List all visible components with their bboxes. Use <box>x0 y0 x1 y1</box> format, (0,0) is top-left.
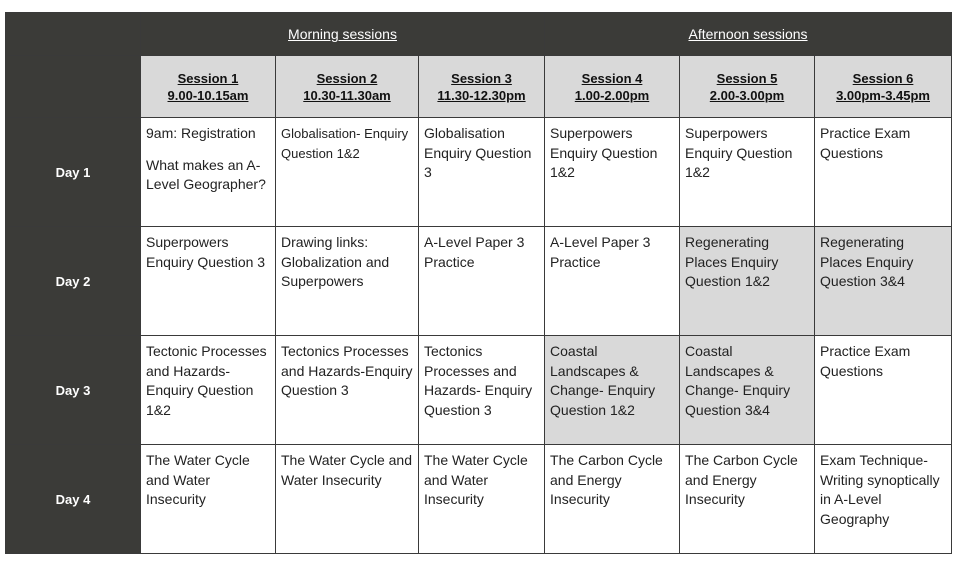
session-topic: Regenerating Places Enquiry Question 3&4 <box>820 234 914 289</box>
session-topic: Globalisation- Enquiry Question 1&2 <box>281 126 409 161</box>
session-cell <box>815 445 952 554</box>
session-topic: Coastal Landscapes & Change- Enquiry Question 1&2 <box>550 343 656 418</box>
session-cell <box>545 336 680 445</box>
day-row <box>6 336 952 445</box>
session-topic: Superpowers Enquiry Question 3 <box>146 234 266 270</box>
session-header-5 <box>680 56 815 118</box>
session-time: 11.30-12.30pm <box>437 87 526 103</box>
session-time: 1.00-2.00pm <box>574 87 650 103</box>
session-header-4 <box>545 56 680 118</box>
session-cell <box>815 336 952 445</box>
session-header-row <box>6 56 952 118</box>
session-name: Session 6 <box>852 70 914 86</box>
session-topic: Practice Exam Questions <box>820 125 911 161</box>
session-time: 10.30-11.30am <box>303 87 391 103</box>
session-cell <box>141 227 276 336</box>
session-cell <box>141 336 276 445</box>
session-topic: Drawing links: Globalization and Superpowers <box>281 234 390 289</box>
session-header-1 <box>141 56 276 118</box>
session-cell <box>276 227 419 336</box>
session-topic: A-Level Paper 3 Practice <box>550 234 651 270</box>
day-row <box>6 445 952 554</box>
session-topic: Exam Technique- Writing synoptically in A-Level Geography <box>820 452 940 527</box>
session-topic: What makes an A-Level Geographer? <box>146 156 266 192</box>
session-cell <box>815 227 952 336</box>
session-header-2 <box>276 56 419 118</box>
timetable <box>5 12 952 554</box>
day-label: Day 4 <box>6 445 141 554</box>
afternoon-sessions-header: Afternoon sessions <box>545 13 952 56</box>
session-name: Session 2 <box>316 70 378 86</box>
day-row <box>6 227 952 336</box>
session-cell <box>141 445 276 554</box>
session-cell <box>419 445 545 554</box>
session-name: Session 5 <box>716 70 778 86</box>
session-cell <box>419 118 545 227</box>
morning-sessions-header: Morning sessions <box>141 13 545 56</box>
session-name: Session 4 <box>581 70 643 86</box>
day-label: Day 3 <box>6 336 141 445</box>
session-cell <box>419 227 545 336</box>
session-header-6 <box>815 56 952 118</box>
session-topic: The Water Cycle and Water Insecurity <box>146 452 250 507</box>
session-cell <box>545 227 680 336</box>
session-topic: Coastal Landscapes & Change- Enquiry Question 3&4 <box>685 343 791 418</box>
session-name: Session 3 <box>451 70 512 86</box>
session-topic: 9am: Registration <box>146 125 256 141</box>
session-topic: Practice Exam Questions <box>820 343 911 379</box>
session-topic: Globalisation Enquiry Question 3 <box>424 125 532 180</box>
session-cell <box>680 118 815 227</box>
corner-cell <box>6 56 141 118</box>
session-topic: Tectonic Processes and Hazards-Enquiry Question 1&2 <box>146 343 267 418</box>
corner-cell <box>6 13 141 56</box>
session-topic: The Water Cycle and Water Insecurity <box>424 452 528 507</box>
day-row <box>6 118 952 227</box>
session-cell <box>141 118 276 227</box>
session-cell <box>419 336 545 445</box>
session-time: 9.00-10.15am <box>167 87 249 103</box>
session-cell <box>276 445 419 554</box>
day-label: Day 2 <box>6 227 141 336</box>
session-topic: The Carbon Cycle and Energy Insecurity <box>685 452 798 507</box>
day-label: Day 1 <box>6 118 141 227</box>
session-topic: The Carbon Cycle and Energy Insecurity <box>550 452 663 507</box>
session-topic: Superpowers Enquiry Question 1&2 <box>550 125 658 180</box>
session-time: 2.00-3.00pm <box>709 87 785 103</box>
session-cell <box>545 118 680 227</box>
session-topic: The Water Cycle and Water Insecurity <box>281 452 412 488</box>
session-cell <box>276 118 419 227</box>
session-topic: Tectonics Processes and Hazards- Enquiry Question 3 <box>424 343 533 418</box>
session-cell <box>545 445 680 554</box>
session-topic: Regenerating Places Enquiry Question 1&2 <box>685 234 779 289</box>
session-cell <box>680 227 815 336</box>
session-cell <box>680 445 815 554</box>
group-header-row <box>6 13 952 56</box>
session-cell <box>680 336 815 445</box>
session-topic: A-Level Paper 3 Practice <box>424 234 525 270</box>
session-header-3 <box>419 56 545 118</box>
session-cell <box>276 336 419 445</box>
session-name: Session 1 <box>177 70 239 86</box>
session-topic: Tectonics Processes and Hazards-Enquiry Question 3 <box>281 343 413 398</box>
session-cell <box>815 118 952 227</box>
session-time: 3.00pm-3.45pm <box>836 87 930 103</box>
session-topic: Superpowers Enquiry Question 1&2 <box>685 125 793 180</box>
